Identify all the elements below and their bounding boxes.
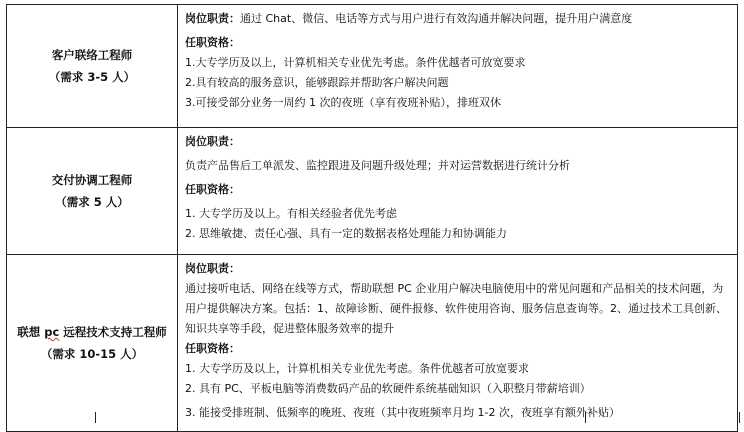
duty-text: 通过接听电话、网络在线等方式，帮助联想 PC 企业用户解决电脑使用中的常见问题和产品相关的技术问题，为用户提供解决方案。包括：1、故障诊断、硬件报修、软件使用咨询、服务信息查询等。2、通过技术工具创新、知识共享等手段，促进整体服务效率的提升: [185, 282, 727, 335]
duty-text: 负责产品售后工单派发、监控跟进及问题升级处理；并对运营数据进行统计分析: [185, 159, 570, 172]
table-row: [7, 255, 738, 432]
req-item: 1. 大专学历及以上，计算机相关专业优先考虑。条件优越者可放宽要求: [185, 362, 529, 375]
job-detail-cell: [178, 255, 738, 432]
job-title-cell: [7, 5, 178, 128]
job-detail-cell: [178, 128, 738, 255]
duty-text: 通过 Chat、微信、电话等方式与用户进行有效沟通并解决问题，提升用户满意度: [240, 12, 633, 25]
divider: [95, 412, 96, 423]
job-demand: （需求 3-5 人）: [48, 70, 136, 84]
job-demand: （需求 5 人）: [55, 195, 129, 209]
req-label: 任职资格：: [185, 342, 240, 355]
req-label: 任职资格：: [185, 36, 240, 49]
job-title: 交付协调工程师: [51, 173, 133, 187]
job-title-cell: [7, 255, 178, 432]
req-item: 2. 思维敏捷、责任心强、具有一定的数据表格处理能力和协调能力: [185, 227, 507, 240]
req-item: 1. 大专学历及以上。有相关经验者优先考虑: [185, 207, 397, 220]
divider: [585, 412, 586, 423]
duty-line: [185, 9, 731, 29]
job-demand: （需求 10-15 人）: [40, 347, 144, 361]
job-detail-cell: [178, 5, 738, 128]
job-title-suffix: 远程技术支持工程师: [59, 325, 167, 339]
table-bottom-stub: [6, 412, 740, 423]
duty-label: 岗位职责：: [185, 262, 240, 275]
duty-label: 岗位职责：: [185, 135, 240, 148]
job-title: [7, 321, 177, 343]
job-table: [6, 4, 738, 432]
job-title-pc: pc: [44, 325, 60, 339]
table-row: [7, 128, 738, 255]
req-item: 1.大专学历及以上，计算机相关专业优先考虑。条件优越者可放宽要求: [185, 56, 526, 69]
job-title: 客户联络工程师: [51, 48, 133, 62]
req-item: 2.具有较高的服务意识，能够跟踪并帮助客户解决问题: [185, 76, 449, 89]
req-item: 2. 具有 PC、平板电脑等消费数码产品的软硬件系统基础知识（入职整月带薪培训）: [185, 382, 591, 395]
req-item: 3. 能接受排班制、低频率的晚班、夜班（其中夜班频率月均 1-2 次，夜班享有额外补贴）: [185, 406, 620, 419]
duty-label: 岗位职责：: [185, 12, 240, 25]
divider: [177, 412, 178, 423]
table-row: [7, 5, 738, 128]
req-label: 任职资格：: [185, 183, 240, 196]
req-item: 3.可接受部分业务一周约 1 次的夜班（享有夜班补贴），排班双休: [185, 96, 501, 109]
job-title-cell: [7, 128, 178, 255]
job-title-prefix: 联想: [17, 325, 45, 339]
